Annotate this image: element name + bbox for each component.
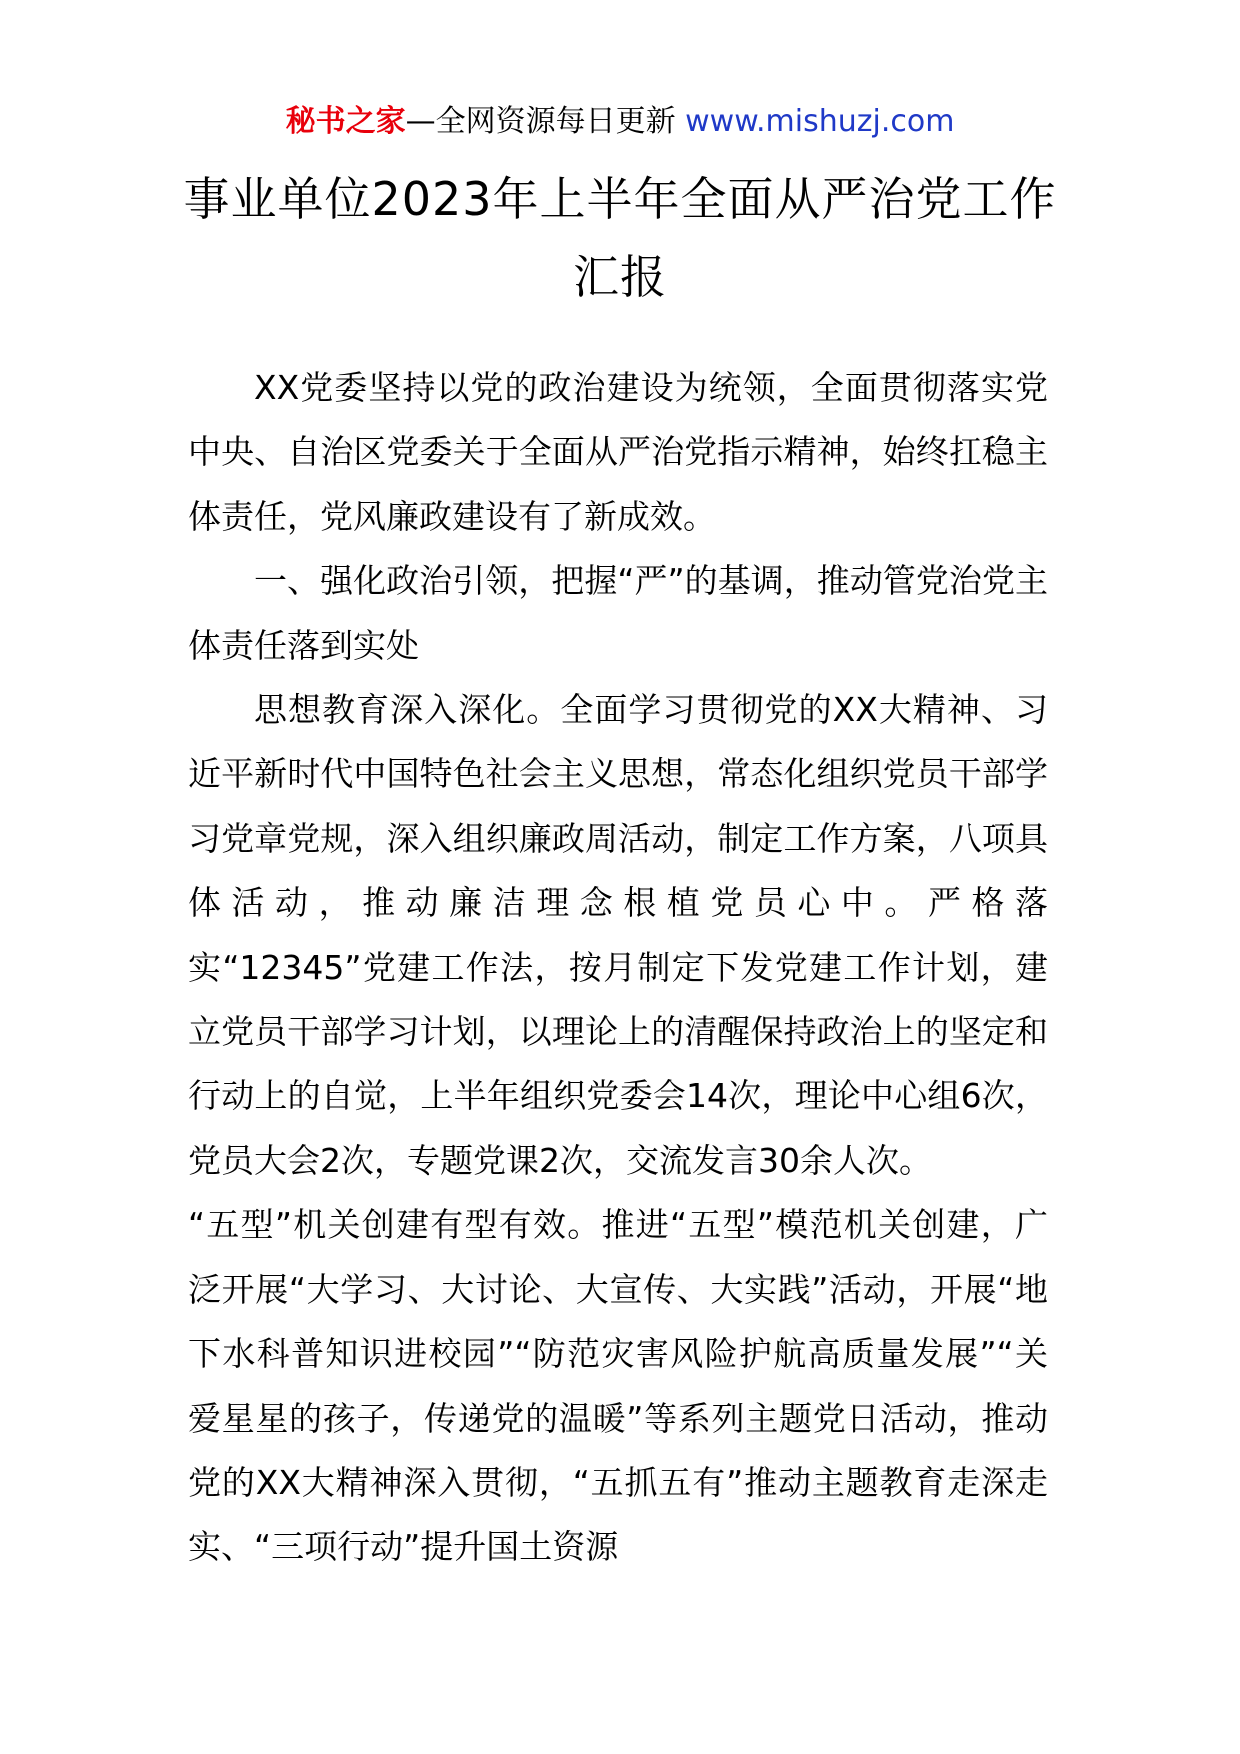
banner-tagline: —全网资源每日更新 [405,104,686,139]
paragraph-intro: XX党委坚持以党的政治建设为统领，全面贯彻落实党中央、自治区党委关于全面从严治党指示精神，始终扛稳主体责任，党风廉政建设有了新成效。 [188,368,1048,536]
site-banner [0,100,1240,144]
document-title: 事业单位2023年上半年全面从严治党工作汇报 [183,172,1057,304]
banner-url-link[interactable]: www.mishuzj.com [685,104,955,139]
paragraph-ideological-education: 思想教育深入深化。全面学习贯彻党的XX大精神、习近平新时代中国特色社会主义思想，常态化组织党员干部学习党章党规，深入组织廉政周活动，制定工作方案，八项具体活动，推动廉洁理念根植党员心中。严格落实“12345”党建工作法，按月制定下发党建工作计划，建立党员干部学习计划，以理论上的清醒保持政治上的坚定和行动上的自觉，上半年组织党委会14次，理论中心组6次，党员大会2次，专题党课2次，交流发言30余人次。 [188,690,1048,1180]
banner-brand: 秘书之家 [285,104,406,139]
section-heading-1: 一、强化政治引领，把握“严”的基调，推动管党治党主体责任落到实处 [188,561,1048,665]
paragraph-five-type-organ: “五型”机关创建有型有效。推进“五型”模范机关创建，广泛开展“大学习、大讨论、大宣传、大实践”活动，开展“地下水科普知识进校园”“防范灾害风险护航高质量发展”“关爱星星的孩子，传递党的温暖”等系列主题党日活动，推动党的XX大精神深入贯彻，“五抓五有”推动主题教育走深走实、“三项行动”提升国土资源 [188,1205,1048,1567]
document-body [188,356,1048,1580]
